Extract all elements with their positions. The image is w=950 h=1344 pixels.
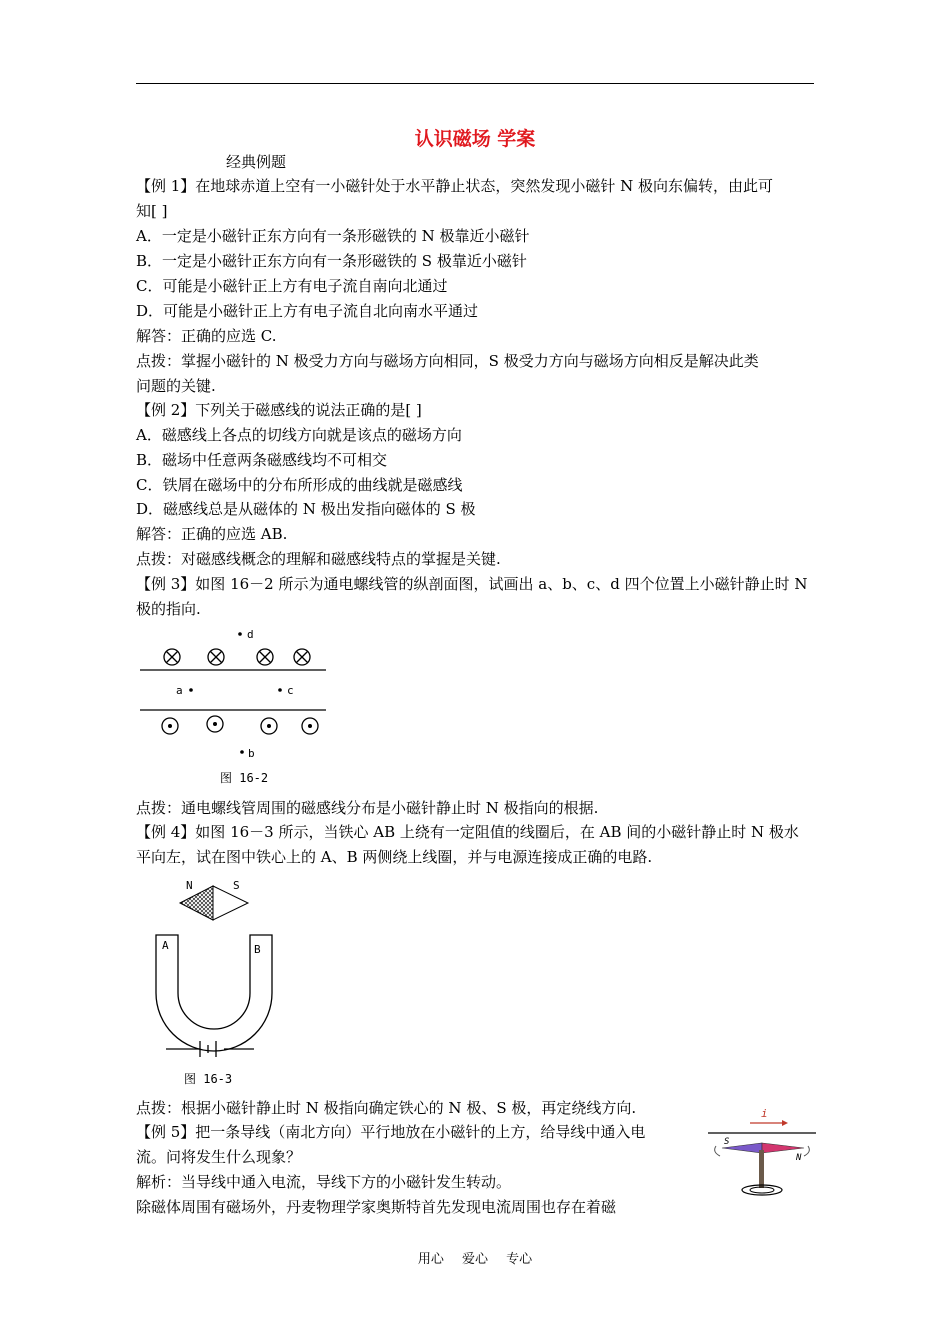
- battery-symbol: [166, 1041, 254, 1057]
- figure-caption: 图 16-3: [184, 1072, 233, 1086]
- text-line: D．可能是小磁针正上方有电子流自北向南水平通过: [136, 302, 479, 320]
- point-b: [240, 750, 244, 754]
- text-line: 点拨：根据小磁针静止时 N 极指向确定铁心的 N 极、S 极，再定绕线方向.: [136, 1099, 637, 1117]
- text-line: 【例 4】如图 16－3 所示，当铁心 AB 上绕有一定阻值的线圈后，在 AB 间的小磁针静止时 N 极水: [136, 823, 799, 841]
- text-line: C．可能是小磁针正上方有电子流自南向北通过: [136, 277, 448, 295]
- page-title: 认识磁场 学案: [414, 128, 536, 150]
- label-n: N: [186, 879, 193, 892]
- text-line: 平向左，试在图中铁心上的 A、B 两侧绕上线圈，并与电源连接成正确的电路.: [136, 848, 653, 866]
- current-into-page-symbol: [294, 649, 310, 665]
- text-line: C．铁屑在磁场中的分布所形成的曲线就是磁感线: [136, 476, 463, 494]
- label-a: a: [176, 684, 183, 697]
- current-label: i: [761, 1107, 768, 1120]
- text-line: 问题的关键.: [136, 377, 216, 395]
- section-subtitle: 经典例题: [226, 153, 287, 171]
- compass-stand-post: [759, 1150, 764, 1188]
- point-d: [238, 632, 242, 636]
- rotation-arrow-left: [715, 1146, 720, 1156]
- label-s: S: [724, 1137, 730, 1147]
- rotation-arrow-right: [804, 1146, 809, 1156]
- point-a: [189, 688, 193, 692]
- figure-caption: 图 16-2: [220, 771, 269, 785]
- text-line: A．一定是小磁针正东方向有一条形磁铁的 N 极靠近小磁针: [136, 227, 530, 245]
- point-c: [278, 688, 282, 692]
- text-line: 【例 5】把一条导线（南北方向）平行地放在小磁针的上方，给导线中通入电: [136, 1123, 646, 1141]
- text-line: 【例 1】在地球赤道上空有一小磁针处于水平静止状态，突然发现小磁针 N 极向东偏转，由此可: [136, 177, 773, 195]
- text-line: 点拨：掌握小磁针的 N 极受力方向与磁场方向相同，S 极受力方向与磁场方向相反是解决此类: [136, 352, 759, 370]
- oersted-experiment-figure: [706, 1106, 818, 1202]
- label-b: B: [254, 943, 261, 956]
- text-line: 极的指向.: [136, 600, 201, 618]
- label-b: b: [248, 747, 255, 760]
- text-line: 点拨：对磁感线概念的理解和磁感线特点的掌握是关键.: [136, 550, 501, 568]
- needle-n-half: [762, 1143, 804, 1153]
- text-line: 除磁体周围有磁场外，丹麦物理学家奥斯特首先发现电流周围也存在着磁: [136, 1198, 617, 1216]
- text-line: B．一定是小磁针正东方向有一条形磁铁的 S 极靠近小磁针: [136, 252, 527, 270]
- current-into-page-symbol: [257, 649, 273, 665]
- text-line: D．磁感线总是从磁体的 N 极出发指向磁体的 S 极: [136, 500, 476, 518]
- text-line: 【例 3】如图 16－2 所示为通电螺线管的纵剖面图，试画出 a、b、c、d 四个位置上小磁针静止时 N: [136, 575, 808, 593]
- current-into-page-symbol: [208, 649, 224, 665]
- text-line: 解答：正确的应选 C.: [136, 327, 277, 345]
- label-n: N: [796, 1153, 802, 1163]
- header-rule: [136, 83, 814, 84]
- label-d: d: [247, 628, 254, 641]
- solenoid-figure: [136, 620, 336, 790]
- text-line: 流。问将发生什么现象？: [136, 1148, 302, 1166]
- text-line: 【例 2】下列关于磁感线的说法正确的是[ ]: [136, 401, 422, 419]
- text-line: B．磁场中任意两条磁感线均不可相交: [136, 451, 388, 469]
- text-line: 知[ ]: [136, 202, 168, 220]
- iron-core-figure: [136, 873, 286, 1093]
- page-footer: 用心 爱心 专心: [417, 1252, 533, 1267]
- text-line: 解答：正确的应选 AB.: [136, 525, 288, 543]
- text-line: A．磁感线上各点的切线方向就是该点的磁场方向: [136, 426, 462, 444]
- current-into-page-symbol: [164, 649, 180, 665]
- text-line: 点拨：通电螺线管周围的磁感线分布是小磁针静止时 N 极指向的根据.: [136, 799, 599, 817]
- text-line: 解析：当导线中通入电流，导线下方的小磁针发生转动。: [136, 1173, 512, 1191]
- label-s: S: [233, 879, 240, 892]
- label-c: c: [287, 684, 294, 697]
- label-a: A: [162, 939, 169, 952]
